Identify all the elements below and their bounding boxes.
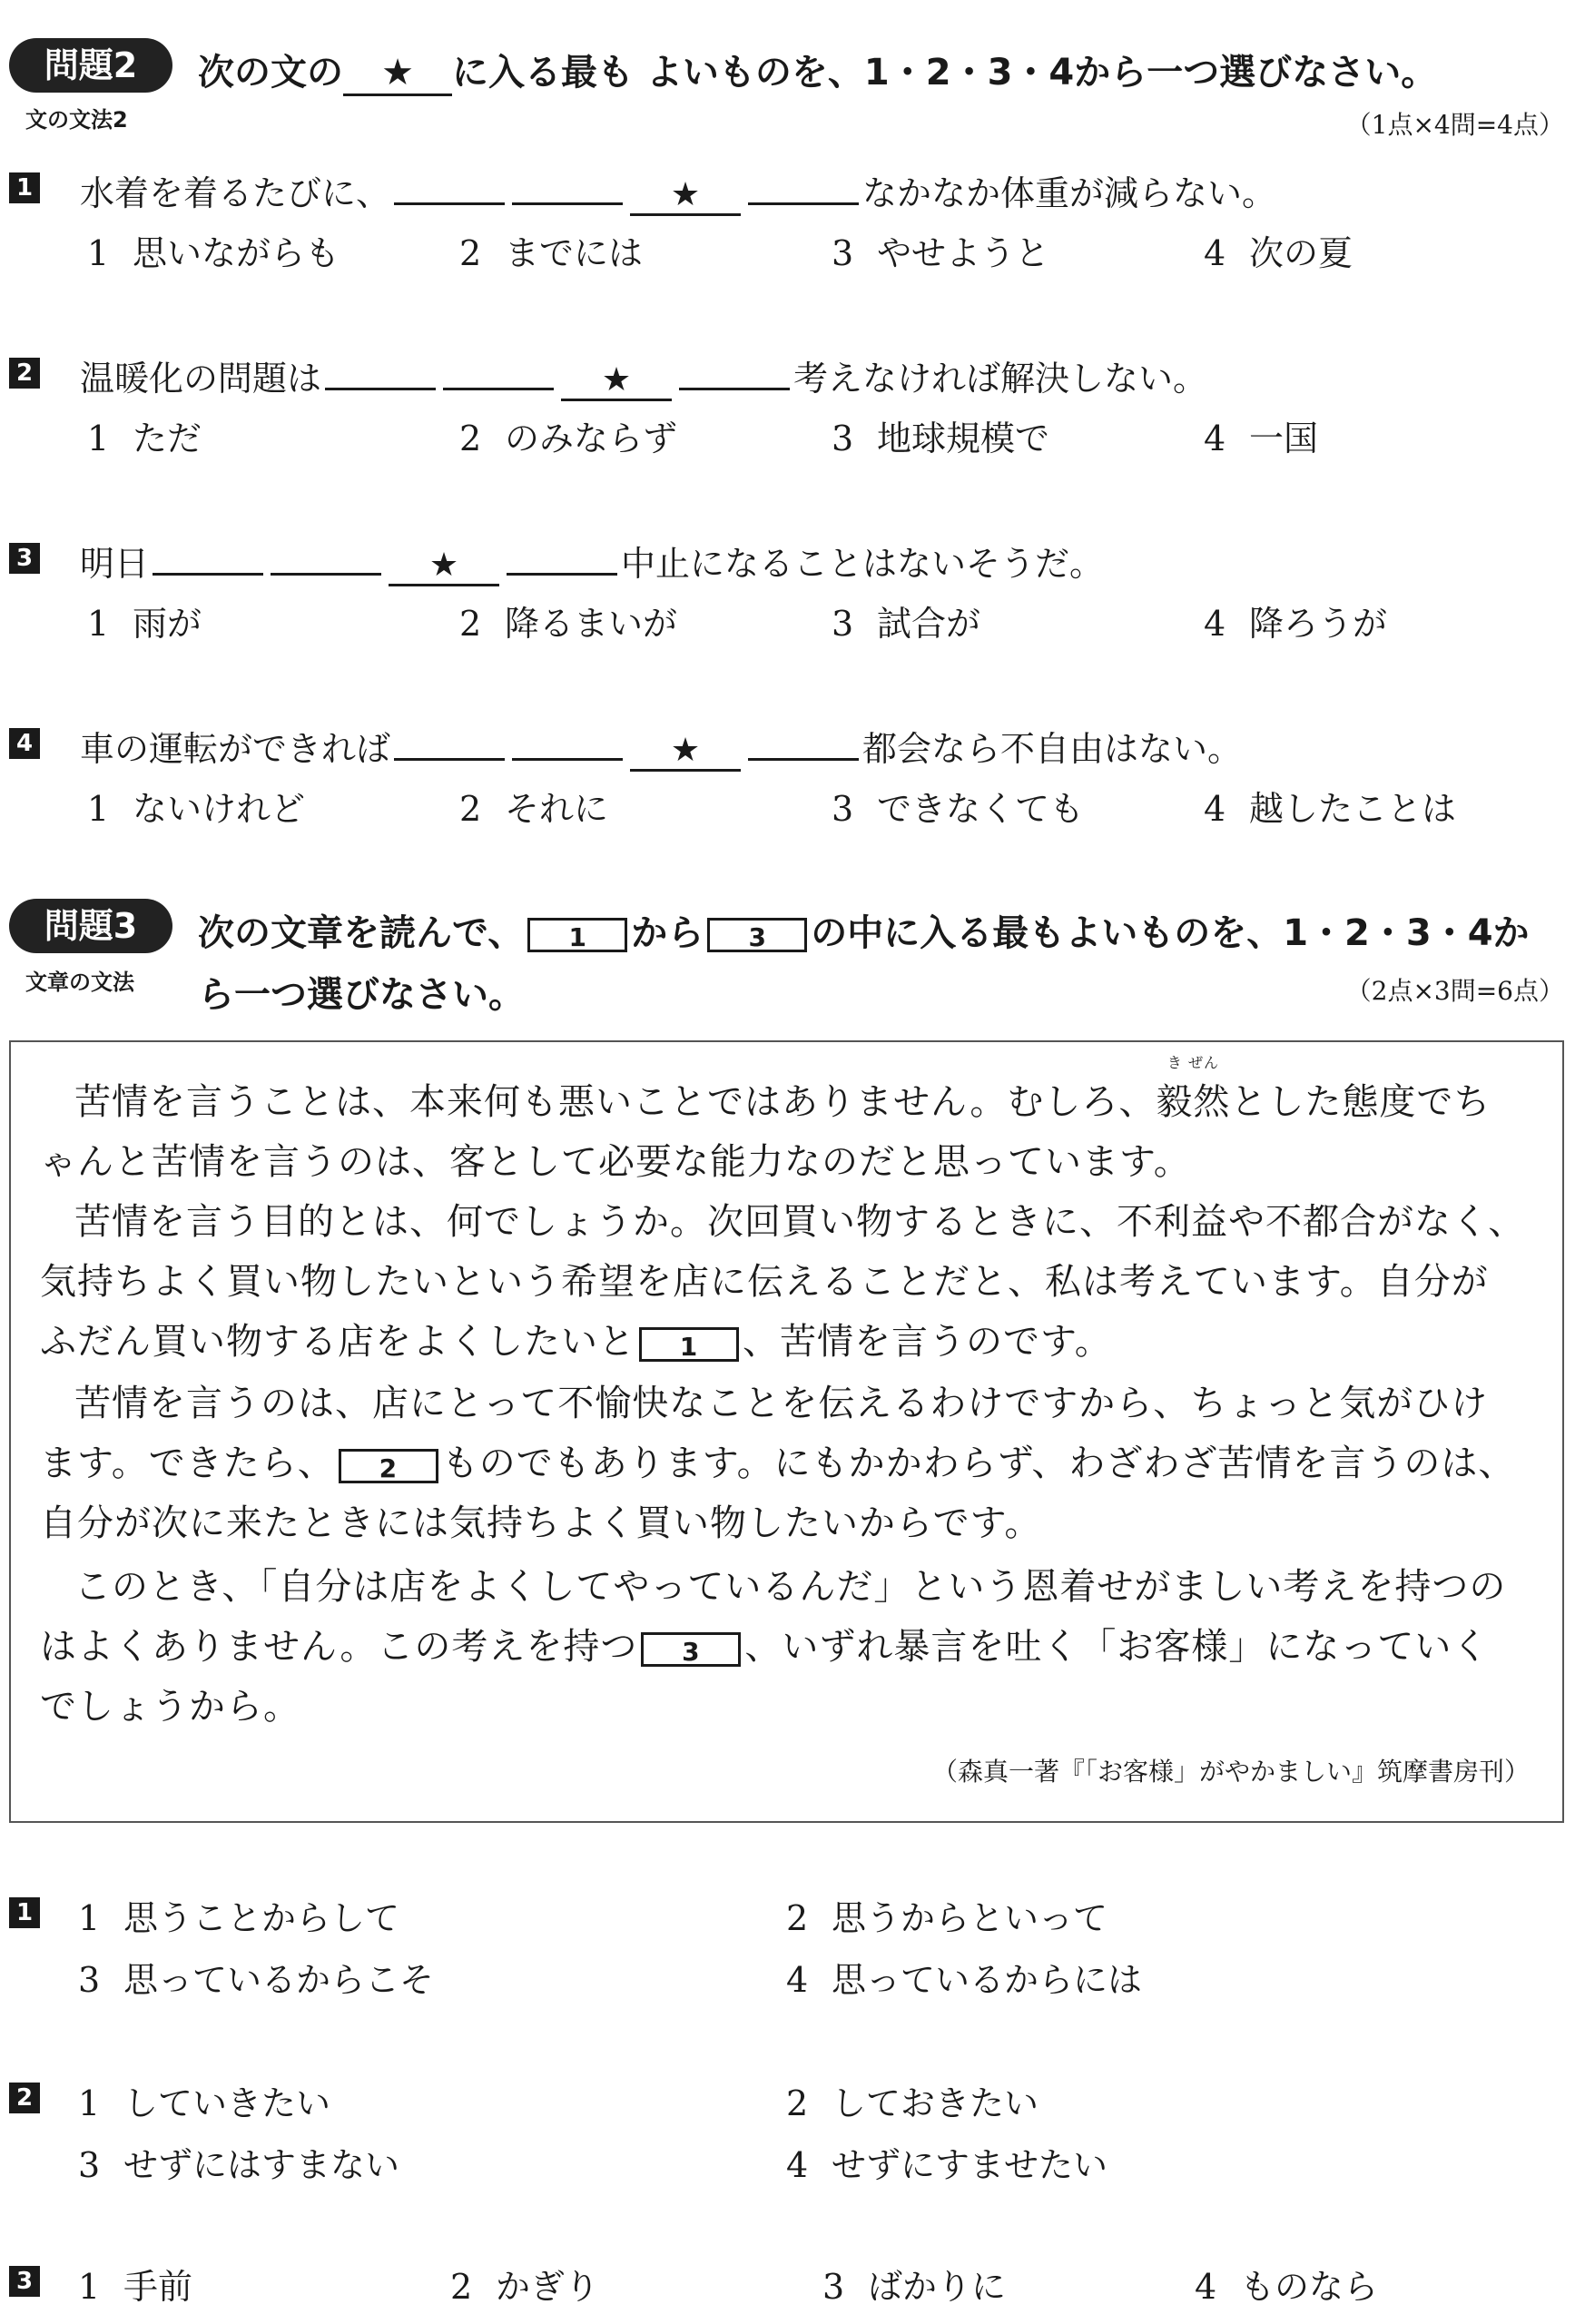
option-number: 2 — [786, 1898, 809, 1938]
answer-blank[interactable] — [271, 537, 381, 576]
mondai3-score: （2点×3問=6点） — [1345, 976, 1564, 1006]
option-text: できなくても — [877, 789, 1085, 829]
option-number: 1 — [78, 2083, 101, 2123]
question-number: 3 — [9, 2266, 40, 2297]
option-number: 4 — [1204, 604, 1226, 644]
question-number: 2 — [9, 358, 40, 389]
option-text: 雨が — [133, 604, 202, 644]
passage-line: 苦情を言う目的とは、何でしょうか。次回買い物するときに、不利益や不都合がなく、 — [74, 1201, 1526, 1243]
option-number: 3 — [832, 419, 854, 458]
option-number: 4 — [786, 2145, 809, 2185]
sentence-pre: 水着を着るたびに、 — [80, 173, 391, 213]
option[interactable] — [786, 2137, 1107, 2187]
option-text: かぎり — [496, 2267, 600, 2307]
option-number: 2 — [786, 2083, 809, 2123]
option-number: 4 — [1204, 233, 1226, 273]
option-text: 一国 — [1249, 419, 1319, 458]
passage-line — [40, 1434, 1515, 1486]
question-number: 1 — [9, 1897, 40, 1928]
passage-blank-3[interactable]: 3 — [641, 1632, 741, 1667]
option-number: 1 — [87, 419, 110, 458]
answer-blank[interactable] — [325, 351, 436, 390]
sentence-post: 中止になることはないそうだ。 — [621, 544, 1105, 584]
answer-blank[interactable] — [512, 166, 623, 205]
option-text: 思うからといって — [832, 1898, 1108, 1938]
sentence-post: なかなか体重が減らない。 — [862, 173, 1277, 213]
option-text: ただ — [133, 419, 202, 458]
option-number: 2 — [459, 789, 482, 829]
passage-text: 、苦情を言うのです。 — [743, 1321, 1112, 1363]
sentence-pre: 明日 — [80, 544, 150, 584]
sentence-post: 都会なら不自由はない。 — [862, 729, 1243, 769]
passage-line — [74, 1054, 1491, 1125]
option-text: 思いながらも — [133, 233, 340, 273]
mondai3-instruction — [198, 904, 1530, 956]
instruction-part: から — [631, 912, 704, 954]
mondai3-instruction-line2: ら一つ選びなさい。 — [198, 974, 525, 1016]
mondai2-badge: 問題2 — [9, 38, 172, 93]
passage-line: 自分が次に来たときには気持ちよく買い物したいからです。 — [40, 1502, 1042, 1544]
answer-blank[interactable] — [748, 722, 859, 761]
passage-text: 、いずれ暴言を吐く「お客様」になっていく — [744, 1626, 1490, 1668]
option-number: 3 — [78, 2145, 101, 2185]
passage-line: でしょうから。 — [40, 1686, 300, 1728]
mondai2-score: （1点×4問=4点） — [1345, 110, 1564, 140]
option-number: 2 — [459, 419, 482, 458]
option-number: 3 — [78, 1960, 101, 2000]
option[interactable] — [87, 410, 202, 460]
option-number: 1 — [87, 233, 110, 273]
option[interactable] — [459, 781, 608, 831]
instruction-part: の中に入る最もよいものを、1・2・3・4か — [811, 912, 1530, 954]
sentence-pre: 車の運転ができれば — [80, 729, 391, 769]
answer-blank[interactable] — [679, 351, 790, 390]
star-blank-example: ★ — [343, 52, 452, 96]
question-sentence — [80, 165, 1276, 216]
option[interactable] — [786, 2075, 1039, 2125]
option[interactable] — [87, 596, 202, 645]
option[interactable] — [832, 410, 1049, 460]
option-text: ものなら — [1240, 2267, 1379, 2307]
question-sentence — [80, 350, 1207, 401]
ruby-base: 毅然 — [1156, 1081, 1231, 1123]
option[interactable] — [78, 1890, 399, 1940]
option-text: 思っているからには — [832, 1960, 1143, 2000]
option-number: 2 — [459, 233, 482, 273]
option-text: 次の夏 — [1249, 233, 1354, 273]
option-text: までには — [505, 233, 644, 273]
mondai3-subtitle: 文章の文法 — [25, 970, 134, 995]
option-text: 地球規模で — [877, 419, 1050, 458]
instruction-pre: 次の文の — [198, 52, 343, 94]
option-number: 3 — [832, 233, 854, 273]
option[interactable] — [832, 596, 980, 645]
option-text: 降ろうが — [1249, 604, 1388, 644]
option-number: 3 — [832, 789, 854, 829]
question-sentence — [80, 536, 1104, 586]
option-number: 4 — [1204, 789, 1226, 829]
ruby-word — [1156, 1054, 1231, 1125]
passage-line: 気持ちよく買い物したいという希望を店に伝えることだと、私は考えています。自分が — [40, 1261, 1489, 1303]
option[interactable] — [459, 596, 677, 645]
passage-text: ふだん買い物する店をよくしたいと — [40, 1321, 635, 1363]
option[interactable] — [1204, 781, 1456, 831]
option[interactable] — [459, 410, 677, 460]
option[interactable] — [786, 1952, 1142, 2002]
option-text: 思っているからこそ — [123, 1960, 435, 2000]
option-text: やせようと — [877, 233, 1050, 273]
option-number: 4 — [1195, 2267, 1217, 2307]
citation: （森真一著『「お客様」がやかましい』筑摩書房刊） — [931, 1757, 1530, 1787]
answer-blank[interactable] — [443, 351, 554, 390]
option-text: 手前 — [123, 2267, 193, 2307]
answer-blank[interactable] — [507, 537, 617, 576]
passage-line — [40, 1313, 1112, 1364]
mondai3-badge: 問題3 — [9, 899, 172, 953]
question-number: 2 — [9, 2083, 40, 2113]
option[interactable] — [87, 781, 305, 831]
question-number: 3 — [9, 543, 40, 574]
star-blank[interactable]: ★ — [630, 177, 741, 216]
option[interactable] — [78, 1952, 434, 2002]
option[interactable] — [822, 2259, 1006, 2309]
option[interactable] — [832, 781, 1084, 831]
option-number: 2 — [459, 604, 482, 644]
option-text: 越したことは — [1249, 789, 1457, 829]
mondai2-subtitle: 文の文法2 — [25, 107, 128, 133]
option-text: ばかりに — [868, 2267, 1007, 2307]
passage-text: 苦情を言うことは、本来何も悪いことではありません。むしろ、 — [74, 1081, 1157, 1123]
passage-line — [40, 1618, 1489, 1669]
option-text: のみならず — [505, 419, 678, 458]
option-number: 2 — [450, 2267, 473, 2307]
option[interactable] — [78, 2137, 399, 2187]
option-number: 3 — [822, 2267, 845, 2307]
passage-blank-2[interactable]: 2 — [339, 1449, 438, 1483]
passage-text: ます。できたら、 — [40, 1443, 335, 1484]
answer-blank[interactable] — [394, 166, 505, 205]
option[interactable] — [832, 225, 1049, 275]
option[interactable] — [1204, 225, 1353, 275]
answer-blank[interactable] — [153, 537, 263, 576]
option[interactable] — [1204, 410, 1318, 460]
option-number: 1 — [87, 604, 110, 644]
passage-blank-1[interactable]: 1 — [639, 1327, 739, 1362]
answer-blank[interactable] — [394, 722, 505, 761]
option-number: 1 — [78, 1898, 101, 1938]
star-blank[interactable]: ★ — [561, 362, 672, 401]
blank-box-3: 3 — [707, 918, 807, 952]
star-blank[interactable]: ★ — [389, 547, 499, 586]
option-text: それに — [505, 789, 609, 829]
option-number: 1 — [87, 789, 110, 829]
option[interactable] — [78, 2259, 192, 2309]
option[interactable] — [459, 225, 643, 275]
option-text: しておきたい — [832, 2083, 1039, 2123]
mondai2-instruction — [198, 44, 1437, 96]
option-text: ないけれど — [133, 789, 306, 829]
option[interactable] — [1204, 596, 1387, 645]
instruction-part: 次の文章を読んで、 — [198, 912, 525, 954]
option-text: していきたい — [123, 2083, 331, 2123]
option[interactable] — [78, 2075, 330, 2125]
instruction-post: に入る最も よいものを、1・2・3・4から一つ選びなさい。 — [452, 52, 1438, 94]
question-number: 4 — [9, 728, 40, 759]
option-text: せずにはすまない — [123, 2145, 400, 2185]
option[interactable] — [87, 225, 340, 275]
option-number: 3 — [832, 604, 854, 644]
passage-text: ものでもあります。にもかかわらず、わざわざ苦情を言うのは、 — [441, 1443, 1516, 1484]
question-sentence — [80, 721, 1242, 772]
passage-text: はよくありません。この考えを持つ — [40, 1626, 638, 1668]
option[interactable] — [1195, 2259, 1378, 2309]
question-number: 1 — [9, 172, 40, 203]
answer-blank[interactable] — [512, 722, 623, 761]
passage-line: このとき、「自分は店をよくしてやっているんだ」という恩着せがましい考えを持つの — [74, 1566, 1507, 1608]
passage-line: 苦情を言うのは、店にとって不愉快なことを伝えるわけですから、ちょっと気がひけ — [74, 1383, 1489, 1424]
passage-text: とした態度でち — [1230, 1081, 1491, 1123]
option[interactable] — [450, 2259, 599, 2309]
option[interactable] — [786, 1890, 1107, 1940]
answer-blank[interactable] — [748, 166, 859, 205]
option-text: せずにすませたい — [832, 2145, 1108, 2185]
option-text: 思うことからして — [123, 1898, 400, 1938]
furigana: き ぜん — [1166, 1054, 1219, 1071]
sentence-post: 考えなければ解決しない。 — [793, 359, 1208, 399]
option-number: 4 — [786, 1960, 809, 2000]
passage-line: ゃんと苦情を言うのは、客として必要な能力なのだと思っています。 — [40, 1141, 1191, 1183]
option-number: 4 — [1204, 419, 1226, 458]
sentence-pre: 温暖化の問題は — [80, 359, 322, 399]
option-text: 降るまいが — [505, 604, 678, 644]
blank-box-1: 1 — [527, 918, 627, 952]
star-blank[interactable]: ★ — [630, 733, 741, 772]
option-number: 1 — [78, 2267, 101, 2307]
option-text: 試合が — [877, 604, 981, 644]
